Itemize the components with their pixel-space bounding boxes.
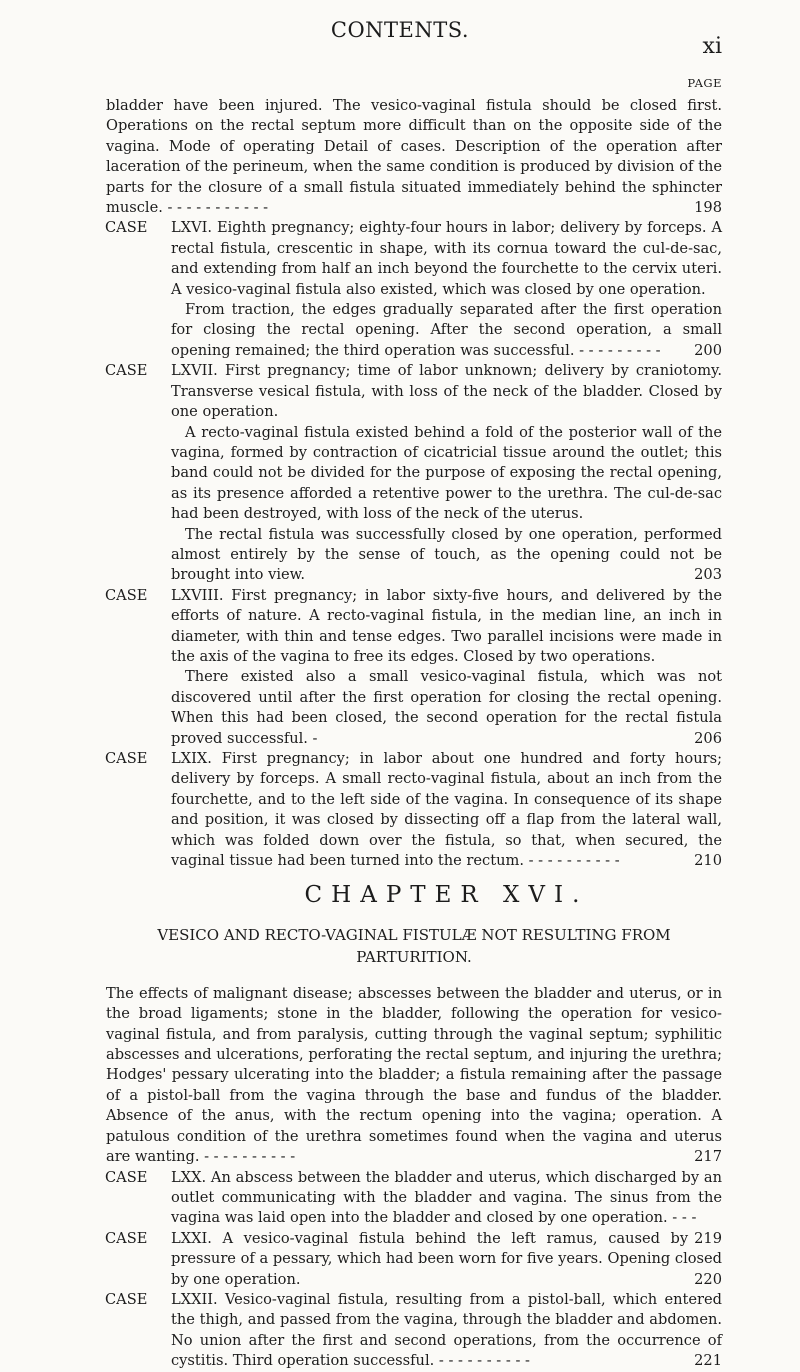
chapter-summary bbox=[106, 984, 722, 1168]
chapter-heading: CHAPTER XVI. bbox=[304, 882, 589, 909]
case-page: 219 bbox=[694, 1229, 722, 1247]
case-entry bbox=[106, 218, 722, 361]
summary-page: 217 bbox=[694, 1148, 722, 1166]
case-entry bbox=[106, 749, 722, 871]
chapter-title: VESICO AND RECTO-VAGINAL FISTULÆ NOT RESULTING FROM PARTURITION. bbox=[157, 925, 671, 966]
page-column-label: PAGE bbox=[687, 76, 722, 90]
case-entry bbox=[106, 1229, 722, 1290]
case-page: 221 bbox=[694, 1352, 722, 1370]
case-paragraph: LXX. An abscess between the bladder and uterus, which discharged by an outlet communicating with the bladder and vagina. The sinus from the vagina was laid open into the bladder and closed by one operation. - - - 219 bbox=[171, 1168, 722, 1229]
case-entry bbox=[106, 361, 722, 585]
case-page: 203 bbox=[694, 566, 722, 584]
case-entry bbox=[106, 1290, 722, 1372]
case-paragraph: The rectal fistula was successfully closed by one operation, performed almost entirely by the sense of touch, as the opening could not be brought into view. 203 bbox=[171, 525, 722, 586]
summary-text: The effects of malignant disease; abscesses between the bladder and uterus, or in the broad ligaments; stone in the bladder, following the operation for vesico-vaginal fistula, and from paralysis, cutting through the vaginal septum; syphilitic abscesses and ulcerations, perforating the rectal septum, and injuring the urethra; Hodges' pessary ulcerating into the bladder; a fistula remaining after the passage of a pistol-ball from the vagina through the base and fundus of the bladder. Absence of the anus, with the rectum opening into the vagina; operation. A patulous condition of the urethra sometimes found when the vagina and uterus are wanting. - - - - - - - - - - 217 bbox=[106, 984, 722, 1168]
case-paragraph: LXVII. First pregnancy; time of labor unknown; delivery by craniotomy. Transverse vesical fistula, with loss of the neck of the bladder. Closed by one operation. bbox=[171, 362, 722, 421]
contents-body bbox=[106, 96, 722, 1372]
running-head: CONTENTS. bbox=[330, 18, 470, 42]
case-label: CASE bbox=[105, 586, 148, 604]
case-list bbox=[106, 1168, 722, 1372]
case-paragraph: LXVIII. First pregnancy; in labor sixty-five hours, and delivered by the efforts of nature. A recto-vaginal fistula, in the median line, an inch in diameter, with thin and tense edges. Two parallel incisions were made in the axis of the vagina to free its edges. Closed by two operations. bbox=[171, 586, 722, 665]
case-paragraph: LXIX. First pregnancy; in labor about one hundred and forty hours; delivery by forceps. A small recto-vaginal fistula, about an inch from the fourchette, and to the left side of the vagina. In consequence of its shape and position, it was closed by dissecting off a flap from the lateral wall, which was folded down over the fistula, so that, when secured, the vaginal tissue had been turned into the rectum. - - - - - - - - - - 210 bbox=[171, 749, 722, 871]
case-page: 200 bbox=[694, 341, 722, 359]
case-entry bbox=[106, 586, 722, 749]
case-list bbox=[106, 218, 722, 871]
case-page: 220 bbox=[694, 1270, 722, 1288]
case-label: CASE bbox=[105, 362, 148, 380]
case-paragraph: LXVI. Eighth pregnancy; eighty-four hours in labor; delivery by forceps. A rectal fistula, crescentic in shape, with its cornua toward the cul-de-sac, and extending from half an inch beyond the fourchette to the cervix uteri. A vesico-vaginal fistula also existed, which was closed by one operation. bbox=[171, 219, 722, 298]
page-number: xi bbox=[702, 34, 722, 59]
case-label: CASE bbox=[105, 750, 148, 767]
case-paragraph: From traction, the edges gradually separated after the first operation for closing the rectal opening. After the second operation, a small opening remained; the third operation was successful. - - - - - - - - - 200 bbox=[171, 300, 722, 361]
case-label: CASE bbox=[105, 1229, 148, 1247]
continued-entry bbox=[106, 96, 722, 218]
case-page: 206 bbox=[694, 729, 722, 747]
case-label: CASE bbox=[105, 219, 148, 237]
case-label: CASE bbox=[105, 1168, 148, 1186]
case-entry bbox=[105, 1168, 722, 1247]
entry-text: bladder have been injured. The vesico-vaginal fistula should be closed first. Operations on the rectal septum more difficult than on the opposite side of the vagina. Mode of operating Detail of cases. Description of the operation after laceration of the perineum, when the same condition is produced by division of the parts for the closure of a small fistula situated immediately behind the sphincter muscle. - - - - - - - - - - - 198 bbox=[106, 96, 722, 218]
case-paragraph: There existed also a small vesico-vaginal fistula, which was not discovered until after the first operation for closing the rectal opening. When this had been closed, the second operation for the rectal fistula proved successful. - 206 bbox=[171, 667, 722, 749]
case-label: CASE bbox=[105, 1290, 148, 1308]
case-page: 210 bbox=[694, 852, 722, 870]
case-paragraph: A recto-vaginal fistula existed behind a fold of the posterior wall of the vagina, formed by contraction of cicatricial tissue around the outlet; this band could not be divided for the purpose of exposing the rectal opening, as its presence afforded a retentive power to the urethra. The cul-de-sac had been destroyed, with loss of the neck of the uterus. bbox=[171, 423, 722, 523]
case-paragraph: LXXII. Vesico-vaginal fistula, resulting from a pistol-ball, which entered the thigh, and passed from the vagina, through the bladder and abdomen. No union after the first and second operations, from the occurrence of cystitis. Third operation successful. - - - - - - - - - - 221 bbox=[171, 1290, 722, 1372]
case-paragraph: LXXI. A vesico-vaginal fistula behind the left ramus, caused by pressure of a pessary, which had been worn for five years. Opening closed by one operation. 220 bbox=[171, 1229, 722, 1290]
entry-page: 198 bbox=[694, 199, 722, 217]
